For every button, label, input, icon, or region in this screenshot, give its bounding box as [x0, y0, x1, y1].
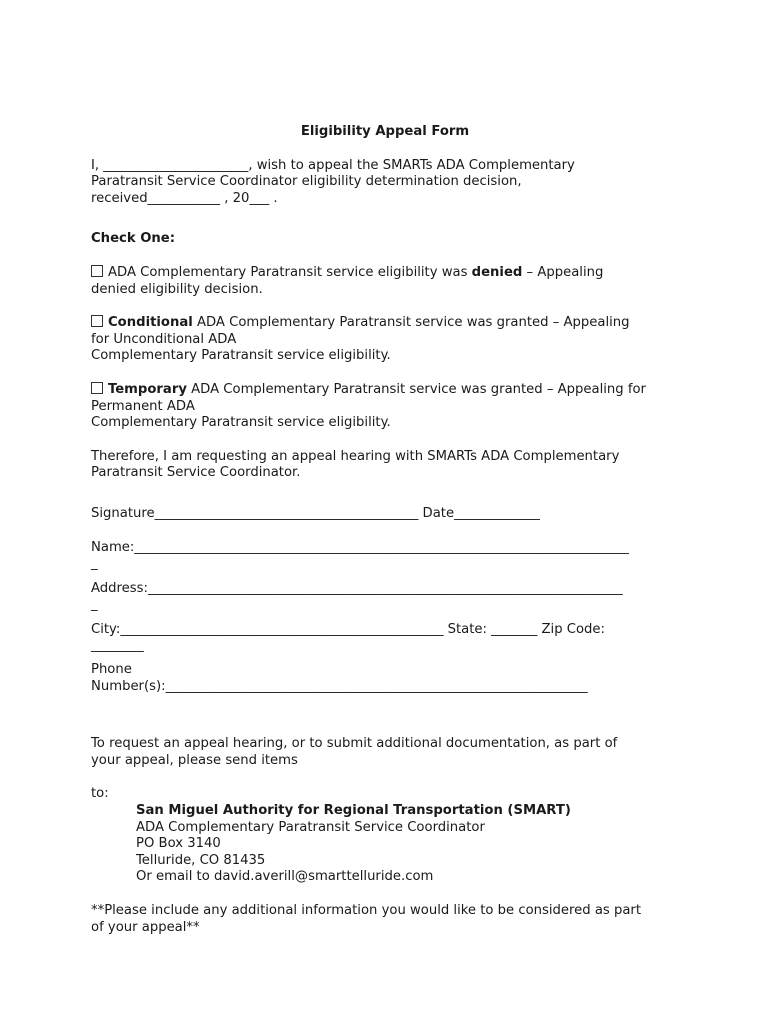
- option-denied: ADA Complementary Paratransit service eligibility was denied – Appealing denied eligibility decision.: [91, 265, 691, 298]
- therefore-paragraph: [91, 449, 691, 482]
- request-line-2: your appeal, please send items: [91, 752, 298, 768]
- conditional-checkbox[interactable]: [91, 315, 103, 327]
- request-paragraph: [91, 736, 691, 769]
- option-temporary: Temporary ADA Complementary Paratransit service was granted – Appealing for Permanent ADA Complementary Paratransit service eligibility.: [91, 382, 691, 432]
- note-paragraph: [91, 903, 691, 936]
- phone-field[interactable]: [91, 662, 691, 695]
- conditional-bold: Conditional: [108, 315, 193, 331]
- city-state-zip-field[interactable]: [91, 622, 691, 655]
- form-title: Eligibility Appeal Form: [300, 124, 470, 139]
- note-line-1: **Please include any additional information you would like to be considered as part: [91, 903, 642, 918]
- option-temporary-line-3: Complementary Paratransit service eligibility.: [91, 415, 391, 431]
- option-conditional: Conditional ADA Complementary Paratransit service was granted – Appealing for Unconditional ADA Complementary Paratransit service eligibility.: [91, 315, 691, 365]
- temporary-checkbox[interactable]: [91, 382, 103, 394]
- email-line: Or email to david.averill@smarttelluride.com: [136, 869, 434, 885]
- address-field-line-1: Address:________________________________________________________________________: [91, 580, 623, 596]
- po-box: PO Box 3140: [136, 836, 221, 852]
- intro-line-2: Paratransit Service Coordinator eligibility determination decision,: [91, 174, 522, 190]
- option-temporary-line-2: Permanent ADA: [91, 398, 195, 414]
- signature-field[interactable]: Signature________________________________________ Date_____________: [91, 505, 540, 521]
- option-conditional-line-3: Complementary Paratransit service eligibility.: [91, 348, 391, 364]
- name-field[interactable]: [91, 540, 691, 573]
- therefore-line-2: Paratransit Service Coordinator.: [91, 465, 301, 481]
- form-page: [91, 124, 691, 936]
- address-field-line-2: _: [91, 597, 98, 613]
- city-field-line-1: City:_________________________________________________ State: _______ Zip Code:: [91, 621, 605, 637]
- name-field-line-1: Name:___________________________________________________________________________: [91, 539, 629, 555]
- option-denied-line-2: denied eligibility decision.: [91, 281, 263, 297]
- phone-field-line-1: Phone: [91, 662, 132, 678]
- name-field-line-2: _: [91, 556, 98, 572]
- request-line-1: To request an appeal hearing, or to submit additional documentation, as part of: [91, 736, 618, 752]
- intro-paragraph: [91, 158, 691, 208]
- denied-checkbox[interactable]: [91, 265, 103, 277]
- option-conditional-line-2: for Unconditional ADA: [91, 331, 237, 347]
- address-field[interactable]: [91, 581, 691, 614]
- phone-field-line-2: Number(s):________________________________________________________________: [91, 678, 588, 694]
- org-name: San Miguel Authority for Regional Transportation (SMART): [136, 803, 571, 819]
- therefore-line-1: Therefore, I am requesting an appeal hearing with SMARTs ADA Complementary: [91, 448, 620, 464]
- denied-bold: denied: [471, 264, 523, 280]
- city-state-zip: Telluride, CO 81435: [136, 852, 266, 868]
- note-line-2: of your appeal**: [91, 919, 200, 935]
- intro-line-3: received___________ , 20___ .: [91, 190, 278, 206]
- intro-line-1: I, ______________________, wish to appeal the SMARTs ADA Complementary: [91, 157, 575, 173]
- to-label: to:: [91, 786, 109, 802]
- dept-name: ADA Complementary Paratransit Service Coordinator: [136, 819, 485, 835]
- check-one-heading: Check One:: [91, 231, 176, 247]
- temporary-bold: Temporary: [108, 381, 187, 397]
- mailing-address: [136, 803, 691, 886]
- city-field-line-2: ________: [91, 638, 144, 654]
